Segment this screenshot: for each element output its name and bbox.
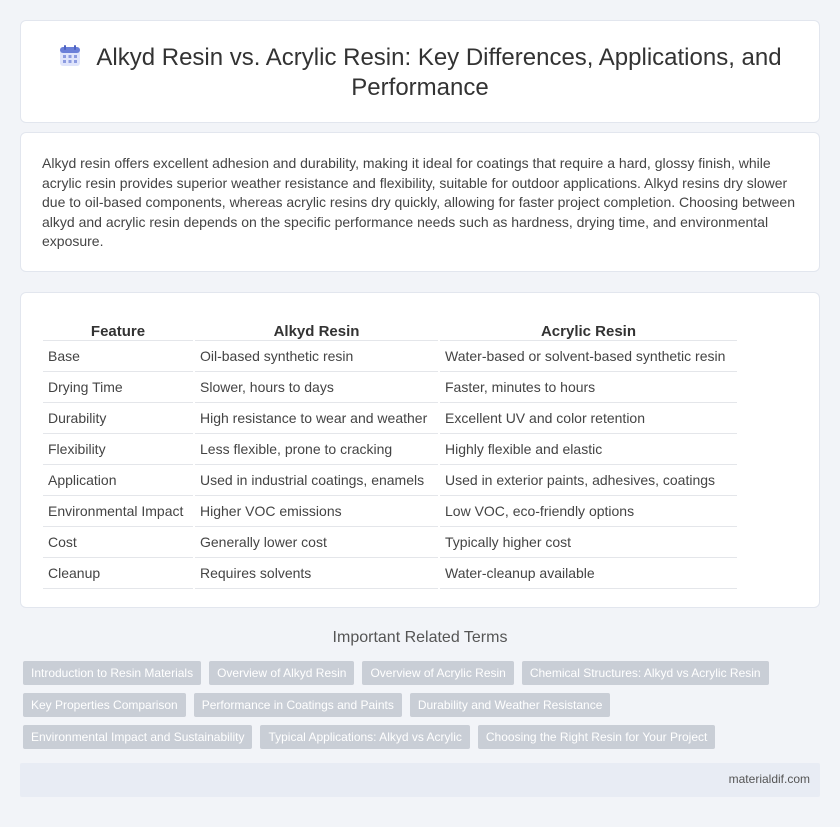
alkyd-cell: Higher VOC emissions [195,496,438,527]
footer-site-link[interactable]: materialdif.com [728,772,810,786]
header-alkyd: Alkyd Resin [195,317,438,341]
feature-cell: Flexibility [43,434,193,465]
feature-cell: Base [43,341,193,372]
alkyd-cell: Oil-based synthetic resin [195,341,438,372]
alkyd-cell: Generally lower cost [195,527,438,558]
table-header-row [43,317,737,341]
tag-link[interactable]: Choosing the Right Resin for Your Project [478,725,715,749]
page-title-line-2: Performance [351,74,489,101]
comparison-table [43,317,737,589]
alkyd-cell: High resistance to wear and weather [195,403,438,434]
feature-cell: Cleanup [43,558,193,589]
table-row [43,465,737,496]
tag-link[interactable]: Environmental Impact and Sustainability [23,725,252,749]
tag-link[interactable]: Introduction to Resin Materials [23,661,201,685]
tag-link[interactable]: Performance in Coatings and Paints [194,693,402,717]
acrylic-cell: Faster, minutes to hours [440,372,737,403]
header-acrylic: Acrylic Resin [440,317,737,341]
tag-link[interactable]: Overview of Acrylic Resin [362,661,513,685]
tag-link[interactable]: Key Properties Comparison [23,693,186,717]
tag-link[interactable]: Durability and Weather Resistance [410,693,611,717]
feature-cell: Drying Time [43,372,193,403]
acrylic-cell: Used in exterior paints, adhesives, coatings [440,465,737,496]
intro-paragraph: Alkyd resin offers excellent adhesion and durability, making it ideal for coatings that require a hard, glossy finish, while acrylic resin provides superior weather resistance and flexibility, suitable for outdoor applications. Alkyd resins dry slower due to oil-based components, whereas acrylic resins dry quickly, allowing for faster project completion. Choosing between alkyd and acrylic resin depends on the specific performance needs such as hardness, drying time, and environmental exposure. [42,155,796,249]
acrylic-cell: Excellent UV and color retention [440,403,737,434]
acrylic-cell: Low VOC, eco-friendly options [440,496,737,527]
tag-link[interactable]: Chemical Structures: Alkyd vs Acrylic Resin [522,661,769,685]
alkyd-cell: Less flexible, prone to cracking [195,434,438,465]
table-row [43,341,737,372]
table-row [43,403,737,434]
comparison-card [20,292,820,608]
related-terms-title: Important Related Terms [332,629,508,646]
feature-cell: Durability [43,403,193,434]
intro-card [20,132,820,272]
feature-cell: Environmental Impact [43,496,193,527]
table-row [43,496,737,527]
header-feature: Feature [43,317,193,341]
acrylic-cell: Water-cleanup available [440,558,737,589]
calendar-grid-icon [58,44,82,68]
table-row [43,558,737,589]
header-card [20,20,820,123]
acrylic-cell: Typically higher cost [440,527,737,558]
alkyd-cell: Slower, hours to days [195,372,438,403]
table-row [43,434,737,465]
acrylic-cell: Highly flexible and elastic [440,434,737,465]
tag-link[interactable]: Typical Applications: Alkyd vs Acrylic [260,725,469,749]
table-row [43,527,737,558]
related-terms-tags [23,661,803,757]
feature-cell: Cost [43,527,193,558]
page-title [21,43,819,103]
tag-link[interactable]: Overview of Alkyd Resin [209,661,354,685]
page-title-line-1: Alkyd Resin vs. Acrylic Resin: Key Differences, Applications, and [96,44,782,71]
alkyd-cell: Used in industrial coatings, enamels [195,465,438,496]
acrylic-cell: Water-based or solvent-based synthetic resin [440,341,737,372]
table-row [43,372,737,403]
feature-cell: Application [43,465,193,496]
alkyd-cell: Requires solvents [195,558,438,589]
footer [20,763,820,797]
